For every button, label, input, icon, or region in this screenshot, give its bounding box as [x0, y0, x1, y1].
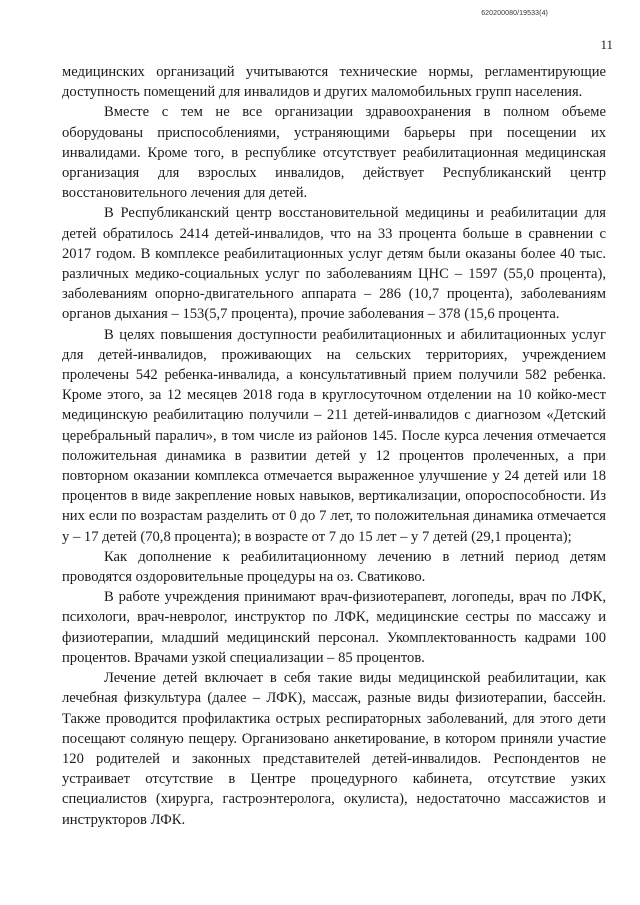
- paragraph-accessibility: Вместе с тем не все организации здравоохранения в полном объеме оборудованы приспособлениями, устраняющими барьеры при посещении их инвалидами. Кроме того, в республике отсутствует реабилитационная медицинская организация для взрослых инвалидов, действует Республиканский центр восстановительного лечения для детей.: [62, 104, 606, 202]
- document-body: [62, 62, 606, 830]
- page-number: 11: [600, 37, 613, 52]
- paragraph-summer-procedures: Как дополнение к реабилитационному лечению в летний период детям проводятся оздоровительные процедуры на оз. Сватиково.: [62, 548, 606, 586]
- paragraph-continuation: медицинских организаций учитываются технические нормы, регламентирующие доступность помещений для инвалидов и других маломобильных групп населения.: [62, 64, 606, 101]
- paragraph-rehab-center-stats: В Республиканский центр восстановительной медицины и реабилитации для детей обратилось 2414 детей-инвалидов, что на 33 процента больше в сравнении с 2017 годом. В комплексе реабилитационных услуг детям были оказаны более 40 тыс. различных медико-социальных услуг по заболеваниям ЦНС – 1597 (55,0 процента), заболеваниям опорно-двигательного аппарата – 286 (10,7 процента), заболеваниям органов дыхания – 153(5,7 процента), прочие заболевания – 378 (15,6 процента.: [62, 205, 606, 323]
- paragraph-staff: В работе учреждения принимают врач-физиотерапевт, логопеды, врач по ЛФК, психологи, врач-невролог, инструктор по ЛФК, медицинские сестры по массажу и физиотерапии, младший медицинский персонал. Укомплектованность кадрами 100 процентов. Врачами узкой специализации – 85 процентов.: [62, 589, 606, 666]
- paragraph-rural-access: В целях повышения доступности реабилитационных и абилитационных услуг для детей-инвалидов, проживающих на сельских территориях, учреждением пролечены 542 ребенка-инвалида, а консультативный прием получили 582 ребенка. Кроме этого, за 12 месяцев 2018 года в круглосуточном отделении на 10 койко-мест медицинскую реабилитацию получили – 211 детей-инвалидов с диагнозом «Детский церебральный паралич», в том числе из районов 145. После курса лечения отмечается положительная динамика в развитии детей у 12 процентов пролеченных, а при повторном оказании комплекса отмечается выраженное улучшение у 24 детей или 18 процентов в виде закрепление новых навыков, вертикализации, опороспособности. Из них если по возрастам разделить от 0 до 7 лет, то положительная динамика отмечается у – 17 детей (70,8 процента); в возрасте от 7 до 15 лет – у 7 детей (29,1 процента);: [62, 326, 606, 545]
- document-number: 620200080/19533(4): [481, 10, 548, 17]
- paragraph-treatment: Лечение детей включает в себя такие виды медицинской реабилитации, как лечебная физкультура (далее – ЛФК), массаж, разные виды физиотерапии, бассейн. Также проводится профилактика острых респираторных заболеваний, для этого дети посещают соляную пещеру. Организовано анкетирование, в котором приняли участие 120 родителей и законных представителей детей-инвалидов. Респондентов не устраивает отсутствие в Центре процедурного кабинета, отсутствие узких специалистов (хирурга, гастроэнтеролога, окулиста), недостаточно массажистов и инструкторов ЛФК.: [62, 670, 606, 828]
